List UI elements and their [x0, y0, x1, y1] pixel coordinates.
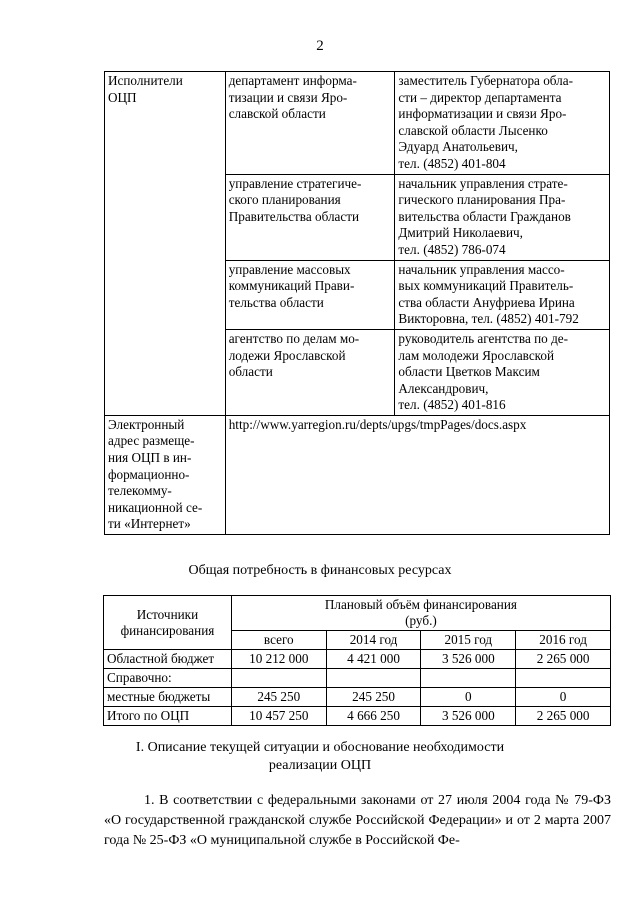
electronic-address-url: http://www.yarregion.ru/depts/upgs/tmpPages/docs.aspx: [225, 415, 609, 534]
table-cell: 2 265 000: [516, 650, 611, 669]
department-cell: управление массовых коммуникаций Прави- тельства области: [225, 260, 395, 329]
table-row: [104, 650, 611, 669]
table-cell: 3 526 000: [421, 650, 516, 669]
finance-title: Общая потребность в финансовых ресурсах: [188, 563, 452, 578]
department-cell: департамент информа- тизации и связи Яро- славской области: [225, 72, 395, 175]
table-cell: 0: [516, 688, 611, 707]
table-cell: 245 250: [326, 688, 421, 707]
page-number: 2: [316, 38, 324, 54]
table-row: [104, 688, 611, 707]
column-header: 2015 год: [421, 631, 516, 650]
table-cell: 0: [421, 688, 516, 707]
table-row: [105, 415, 610, 534]
section-paragraph: 1. В соответствии с федеральными законами от 27 июля 2004 года № 79-ФЗ «О государственной гражданской службе Российской Федерации» и от 2 марта 2007 года № 25-ФЗ «О муниципальной службе в Российской Фе-: [104, 793, 611, 848]
table-cell: 245 250: [231, 688, 326, 707]
column-header: всего: [231, 631, 326, 650]
executors-label: Исполнители ОЦП: [105, 72, 226, 416]
header-plan: Плановый объём финансирования (руб.): [231, 596, 610, 631]
table-row: [104, 669, 611, 688]
table-cell: [231, 669, 326, 688]
table-cell: [421, 669, 516, 688]
table-cell: 10 457 250: [231, 707, 326, 726]
electronic-address-label: Электронный адрес размеще- ния ОЦП в ин- формационно- телекомму- никационной се- ти «Интернет»: [105, 415, 226, 534]
row-label: Справочно:: [104, 669, 232, 688]
table-cell: 4 666 250: [326, 707, 421, 726]
column-header: 2014 год: [326, 631, 421, 650]
row-label: Областной бюджет: [104, 650, 232, 669]
table-cell: 2 265 000: [516, 707, 611, 726]
executors-table: [104, 71, 610, 535]
table-cell: 10 212 000: [231, 650, 326, 669]
table-header-row: [104, 596, 611, 631]
head-cell: начальник управления страте- гического планирования Пра- вительства области Гражданов Дмитрий Николаевич, тел. (4852) 786-074: [395, 174, 610, 260]
department-cell: управление стратегиче- ского планирования Правительства области: [225, 174, 395, 260]
department-cell: агентство по делам мо- лодежи Ярославской области: [225, 329, 395, 415]
row-label: Итого по ОЦП: [104, 707, 232, 726]
table-cell: 3 526 000: [421, 707, 516, 726]
table-row: [105, 72, 610, 175]
head-cell: руководитель агентства по де- лам молодежи Ярославской области Цветков Максим Александрович, тел. (4852) 401-816: [395, 329, 610, 415]
table-row: [104, 707, 611, 726]
head-cell: заместитель Губернатора обла- сти – директор департамента информатизации и связи Яро- славской области Лысенко Эдуард Анатольевич, тел. (4852) 401-804: [395, 72, 610, 175]
header-source: Источники финансирования: [104, 596, 232, 650]
column-header: 2016 год: [516, 631, 611, 650]
finance-table: [103, 595, 611, 726]
table-cell: [516, 669, 611, 688]
table-cell: [326, 669, 421, 688]
head-cell: начальник управления массо- вых коммуникаций Правитель- ства области Ануфриева Ирина Викторовна, тел. (4852) 401-792: [395, 260, 610, 329]
table-cell: 4 421 000: [326, 650, 421, 669]
section-title: I. Описание текущей ситуации и обоснование необходимости реализации ОЦП: [135, 740, 505, 773]
row-label: местные бюджеты: [104, 688, 232, 707]
